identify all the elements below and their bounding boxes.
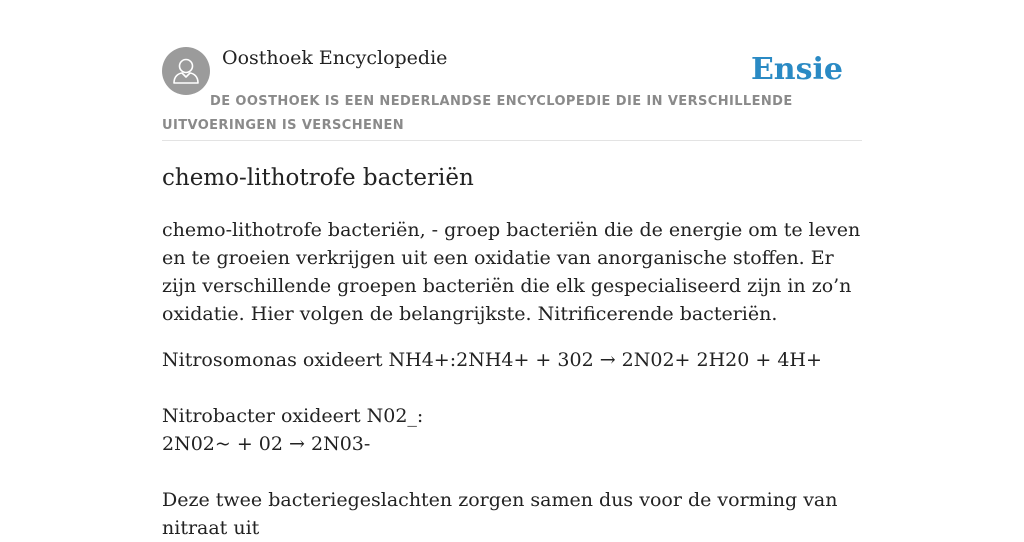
ensie-logo-link[interactable]: Ensie — [750, 52, 843, 87]
source-tagline: DE OOSTHOEK IS EEN NEDERLANDSE ENCYCLOPEDIE DIE IN VERSCHILLENDE UITVOERINGEN IS VERSCHENEN — [162, 94, 793, 133]
blank-line — [162, 458, 862, 486]
blank-line — [162, 374, 862, 402]
article-reactions — [162, 346, 862, 542]
source-header — [162, 46, 862, 141]
article-title: chemo-lithotrofe bacteriën — [162, 165, 474, 191]
reaction-line-nitrobacter: Nitrobacter oxideert N02_: — [162, 405, 424, 427]
article-intro: chemo-lithotrofe bacteriën, - groep bacteriën die de energie om te leven en te groeien verkrijgen uit een oxidatie van anorganische stoffen. Er zijn verschillende groepen bacteriën die elk gespecialiseerd zijn in zo’n oxidatie. Hier volgen de belangrijkste. Nitrificerende bacteriën. — [162, 219, 861, 325]
user-silhouette-icon — [162, 47, 210, 95]
article-body — [162, 216, 862, 542]
reaction-line-nitrobacter-equation: 2N02~ + 02 → 2N03- — [162, 433, 371, 455]
article-conclusion-line: Deze twee bacteriegeslachten zorgen samen dus voor de vorming van nitraat uit — [162, 489, 838, 539]
reaction-line-nitrosomonas: Nitrosomonas oxideert NH4+:2NH4+ + 302 → 2N02+ 2H20 + 4H+ — [162, 349, 822, 371]
source-name-link[interactable]: Oosthoek Encyclopedie — [222, 47, 448, 69]
source-avatar[interactable] — [162, 47, 210, 95]
